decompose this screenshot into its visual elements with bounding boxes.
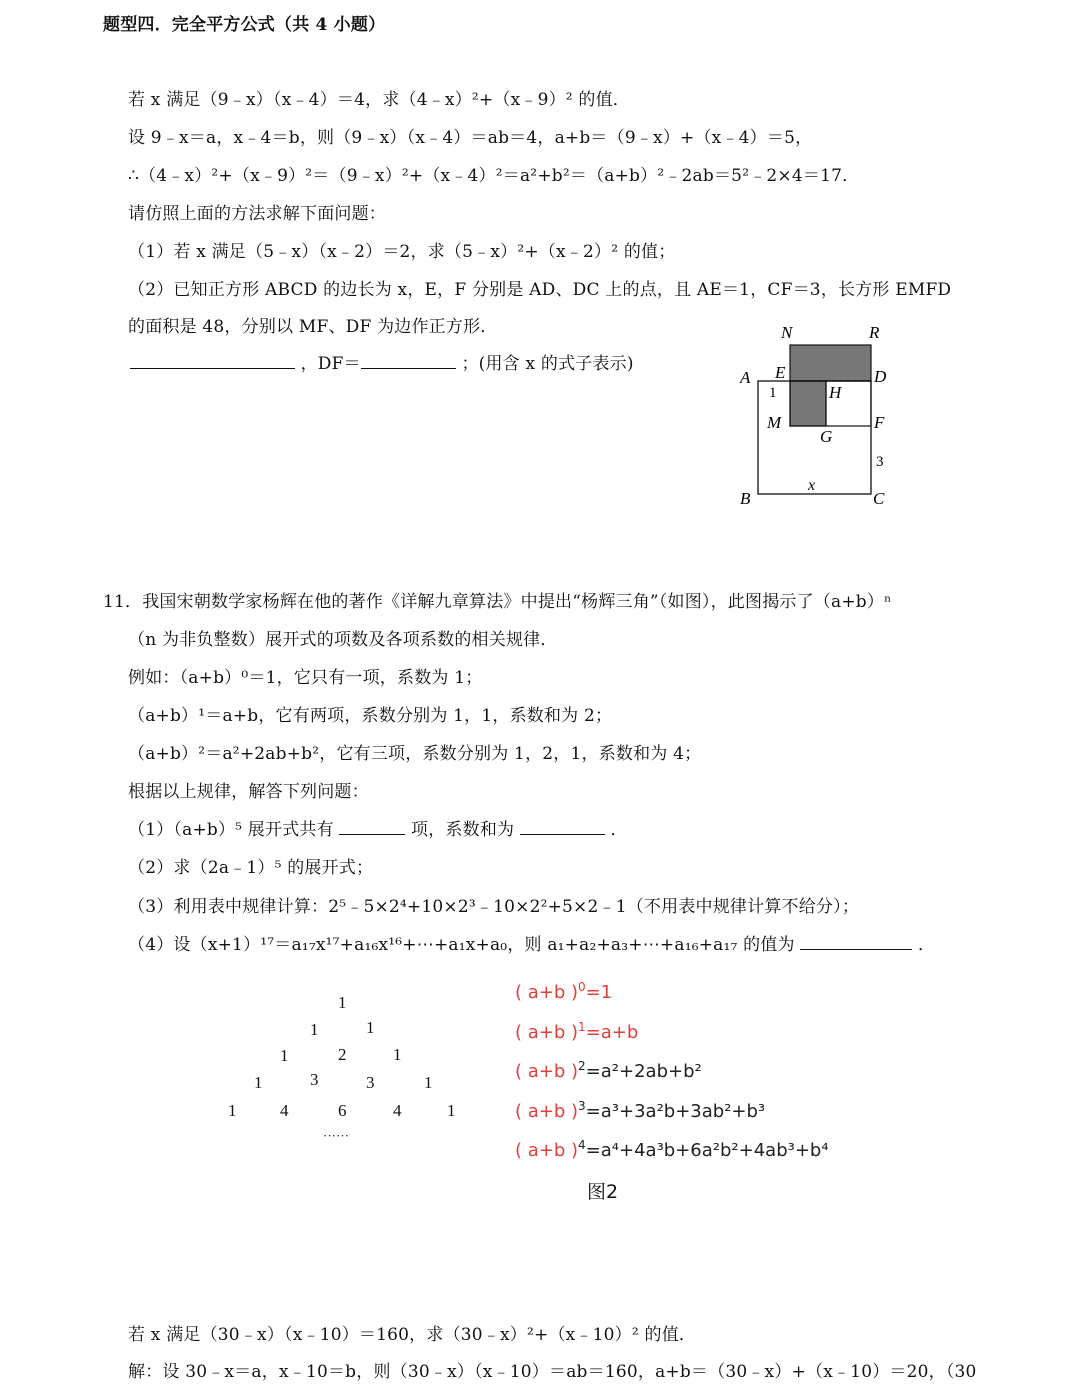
example-1-line: 设 9﹣x＝a，x﹣4＝b，则（9﹣x）（x﹣4）＝ab＝4，a+b＝（9﹣x）+（x﹣4）＝5， <box>128 128 813 148</box>
problem-11-line: 根据以上规律，解答下列问题： <box>128 782 369 802</box>
triangle-number: 4 <box>280 1101 289 1120</box>
triangle-number: 3 <box>366 1073 375 1092</box>
answer-blank[interactable] <box>339 818 405 835</box>
example-2-line: 若 x 满足（30﹣x）（x﹣10）＝160，求（30﹣x）²+（x﹣10）² 的值． <box>128 1325 697 1345</box>
shaded-square-mf <box>790 381 826 426</box>
blank-suffix: ；(用含 x 的式子表示) <box>461 354 634 374</box>
triangle-number: 6 <box>338 1101 347 1120</box>
expansion-row <box>515 1133 829 1163</box>
label-d: D <box>874 367 887 386</box>
triangle-number: 1 <box>447 1101 456 1120</box>
expansion-lhs: ( a+b ) <box>515 1140 579 1161</box>
expansion-row <box>515 1094 765 1124</box>
expansion-power: 0 <box>578 980 586 994</box>
question-2: （2）已知正方形 ABCD 的边长为 x，E，F 分别是 AD、DC 上的点，且 AE＝1，CF＝3，长方形 EMFD <box>128 280 952 300</box>
q1-text: ． <box>610 820 628 840</box>
problem-11-line: （a+b）¹＝a+b，它有两项，系数分别为 1，1，系数和为 2； <box>128 706 613 726</box>
q4-text: （4）设（x+1）¹⁷＝a₁₇x¹⁷+a₁₆x¹⁶+⋯+a₁x+a₀，则 a₁+a₂+a₃+⋯+a₁₆+a₁₇ 的值为 <box>128 935 795 955</box>
label-a: A <box>740 368 751 387</box>
problem-11-line: （n 为非负整数）展开式的项数及各项系数的相关规律． <box>128 630 558 650</box>
q4-text: ． <box>917 935 936 955</box>
expansion-rhs: =a+b <box>585 1022 639 1043</box>
expansion-lhs: ( a+b ) <box>515 1022 579 1043</box>
label-m: M <box>767 413 782 432</box>
problem-11-intro: 11．我国宋朝数学家杨辉在他的著作《详解九章算法》中提出“杨辉三角”（如图），此图揭示了（a+b）ⁿ <box>103 592 892 612</box>
example-1-line: 若 x 满足（9﹣x）（x﹣4）＝4，求（4﹣x）²+（x﹣9）² 的值． <box>128 90 631 110</box>
expansion-rhs: =a³+3a²b+3ab²+b³ <box>585 1101 766 1122</box>
question-1: （1）若 x 满足（5﹣x）（x﹣2）＝2，求（5﹣x）²+（x﹣2）² 的值； <box>128 242 676 262</box>
triangle-number: 1 <box>254 1073 263 1092</box>
triangle-number: 1 <box>424 1073 433 1092</box>
df-label: ，DF＝ <box>300 354 361 374</box>
figure-2-caption: 图2 <box>587 1181 619 1203</box>
label-g: G <box>820 427 833 446</box>
shaded-square-df <box>790 345 871 381</box>
example-1-line: 请仿照上面的方法求解下面问题： <box>128 204 386 224</box>
label-f: F <box>874 413 885 432</box>
expansion-rhs: =a²+2ab+b² <box>585 1061 702 1082</box>
expansion-lhs: ( a+b ) <box>515 1061 579 1082</box>
label-x: x <box>808 477 816 494</box>
expansion-row <box>515 1015 638 1045</box>
label-r: R <box>869 323 880 342</box>
q1-text: 项，系数和为 <box>411 820 515 840</box>
question-11-1 <box>128 818 628 842</box>
expansion-power: 2 <box>578 1059 586 1073</box>
triangle-number: 4 <box>393 1101 402 1120</box>
question-11-2: （2）求（2a﹣1）⁵ 的展开式； <box>128 858 374 878</box>
label-one: 1 <box>769 385 777 401</box>
triangle-number: 1 <box>228 1101 237 1120</box>
expansion-row <box>515 1054 702 1084</box>
triangle-number: 1 <box>310 1020 319 1039</box>
answer-blank[interactable] <box>361 352 456 369</box>
expansion-lhs: ( a+b ) <box>515 1101 579 1122</box>
triangle-number: 1 <box>366 1018 375 1037</box>
label-b: B <box>740 489 751 508</box>
section-heading: 题型四．完全平方公式（共 4 小题） <box>103 15 386 35</box>
label-n: N <box>781 323 793 342</box>
square-figure <box>735 318 905 513</box>
example-1-line: ∴（4﹣x）²+（x﹣9）²＝（9﹣x）²+（x﹣4）²＝a²+b²＝（a+b）²﹣2ab＝5²﹣2×4＝17． <box>128 166 860 186</box>
triangle-number: 1 <box>280 1046 289 1065</box>
expansion-power: 4 <box>578 1138 586 1152</box>
triangle-number: 1 <box>393 1045 402 1064</box>
triangle-number: 1 <box>338 993 347 1012</box>
label-c: C <box>873 489 885 508</box>
answer-blank[interactable] <box>130 352 295 369</box>
question-11-4 <box>128 933 935 957</box>
expansion-lhs: ( a+b ) <box>515 982 579 1003</box>
triangle-number: 2 <box>338 1045 347 1064</box>
label-e: E <box>775 363 786 382</box>
label-h: H <box>829 383 842 402</box>
expansion-row <box>515 975 612 1005</box>
triangle-number: 3 <box>310 1070 319 1089</box>
problem-11-line: （a+b）²＝a²+2ab+b²，它有三项，系数分别为 1，2，1，系数和为 4； <box>128 744 702 764</box>
question-2-cont: 的面积是 48，分别以 MF、DF 为边作正方形． <box>128 317 498 337</box>
expansion-rhs: =1 <box>585 982 613 1003</box>
problem-11-line: 例如：（a+b）⁰＝1，它只有一项，系数为 1； <box>128 668 483 688</box>
q1-text: （1）（a+b）⁵ 展开式共有 <box>128 820 334 840</box>
triangle-ellipsis: ······ <box>323 1128 349 1143</box>
answer-blank[interactable] <box>800 933 912 950</box>
example-2-line: 解：设 30﹣x＝a，x﹣10＝b，则（30﹣x）（x﹣10）＝ab＝160，a+b＝（30﹣x）+（x﹣10）＝20，（30 <box>128 1362 977 1382</box>
answer-blank-line <box>130 352 634 376</box>
expansion-power: 3 <box>578 1099 586 1113</box>
label-three: 3 <box>876 454 884 470</box>
answer-blank[interactable] <box>520 818 605 835</box>
expansion-power: 1 <box>578 1020 586 1034</box>
expansion-rhs: =a⁴+4a³b+6a²b²+4ab³+b⁴ <box>585 1140 829 1161</box>
question-11-3: （3）利用表中规律计算：2⁵﹣5×2⁴+10×2³﹣10×2²+5×2﹣1（不用表中规律计算不给分）； <box>128 897 860 917</box>
